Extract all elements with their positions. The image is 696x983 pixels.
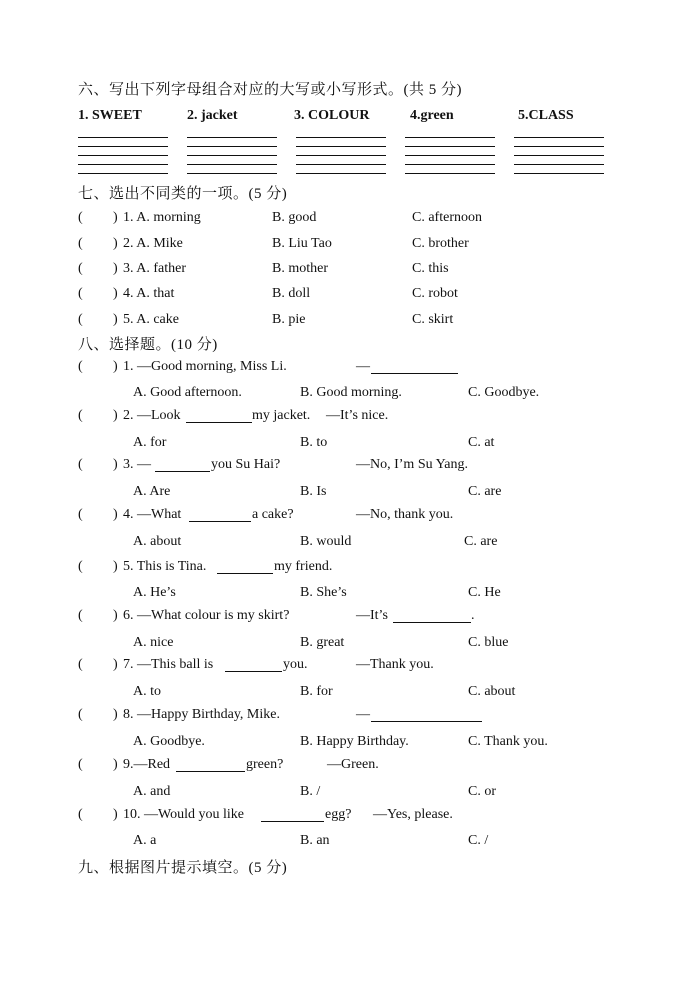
answer-blank [176, 771, 245, 772]
option-a: A. to [133, 684, 161, 699]
open-paren: ( [78, 507, 83, 522]
close-paren: ) [113, 286, 118, 301]
open-paren: ( [78, 608, 83, 623]
open-paren: ( [78, 261, 83, 276]
option-a: 1. A. morning [123, 210, 201, 225]
option-c: C. blue [468, 635, 509, 650]
answer-blank [225, 671, 282, 672]
open-paren: ( [78, 559, 83, 574]
open-paren: ( [78, 236, 83, 251]
reply-text: —It’s [356, 608, 388, 623]
option-b: B. for [300, 684, 333, 699]
question-stem: 4. —What [123, 507, 182, 522]
section-8-heading: 八、选择题。(10 分) [78, 337, 218, 353]
option-c: C. / [468, 833, 489, 848]
option-c: C. Thank you. [468, 734, 548, 749]
question-stem-tail: green? [246, 757, 284, 772]
option-a: A. Good afternoon. [133, 385, 242, 400]
option-b: B. Is [300, 484, 327, 499]
close-paren: ) [113, 408, 118, 423]
reply-text: —No, thank you. [356, 507, 454, 522]
open-paren: ( [78, 359, 83, 374]
option-b: B. would [300, 534, 352, 549]
open-paren: ( [78, 312, 83, 327]
question-stem-tail: you Su Hai? [211, 457, 281, 472]
option-a: 3. A. father [123, 261, 186, 276]
option-c: C. He [468, 585, 501, 600]
question-stem: 7. —This ball is [123, 657, 214, 672]
option-a: A. Goodbye. [133, 734, 205, 749]
option-a: A. He’s [133, 585, 176, 600]
word-item: 1. SWEET [78, 108, 142, 123]
word-item: 2. jacket [187, 108, 238, 123]
option-b: B. good [272, 210, 317, 225]
question-stem: 2. —Look [123, 408, 181, 423]
option-c: C. this [412, 261, 449, 276]
option-a: 5. A. cake [123, 312, 179, 327]
question-stem: 5. This is Tina. [123, 559, 207, 574]
close-paren: ) [113, 507, 118, 522]
question-stem: 3. — [123, 457, 151, 472]
open-paren: ( [78, 457, 83, 472]
word-item: 3. COLOUR [294, 108, 370, 123]
option-b: B. to [300, 435, 328, 450]
option-b: B. mother [272, 261, 328, 276]
answer-blank [393, 622, 471, 623]
option-a: A. Are [133, 484, 171, 499]
open-paren: ( [78, 408, 83, 423]
close-paren: ) [113, 807, 118, 822]
question-stem: 1. —Good morning, Miss Li. [123, 359, 287, 374]
close-paren: ) [113, 359, 118, 374]
open-paren: ( [78, 657, 83, 672]
question-stem-tail: egg? [325, 807, 352, 822]
option-b: B. Liu Tao [272, 236, 332, 251]
open-paren: ( [78, 286, 83, 301]
reply-dash: — [356, 359, 370, 374]
option-a: 2. A. Mike [123, 236, 183, 251]
reply-dash: — [356, 707, 370, 722]
option-c: C. at [468, 435, 495, 450]
answer-blank [155, 471, 210, 472]
option-a: A. a [133, 833, 157, 848]
close-paren: ) [113, 312, 118, 327]
option-b: B. an [300, 833, 330, 848]
option-c: C. skirt [412, 312, 454, 327]
option-b: B. pie [272, 312, 306, 327]
option-b: B. Happy Birthday. [300, 734, 409, 749]
question-stem-tail: you. [283, 657, 308, 672]
reply-text: —It’s nice. [326, 408, 389, 423]
close-paren: ) [113, 261, 118, 276]
question-stem: 6. —What colour is my skirt? [123, 608, 290, 623]
answer-blank [186, 422, 252, 423]
question-stem: 8. —Happy Birthday, Mike. [123, 707, 280, 722]
reply-text: —Yes, please. [373, 807, 453, 822]
section-6-heading: 六、写出下列字母组合对应的大写或小写形式。(共 5 分) [78, 82, 462, 98]
close-paren: ) [113, 559, 118, 574]
close-paren: ) [113, 457, 118, 472]
word-item: 4.green [410, 108, 454, 123]
option-c: C. Goodbye. [468, 385, 540, 400]
close-paren: ) [113, 236, 118, 251]
word-item: 5.CLASS [518, 108, 574, 123]
question-stem: 10. —Would you like [123, 807, 244, 822]
option-a: A. and [133, 784, 171, 799]
answer-blank [261, 821, 324, 822]
option-b: B. Good morning. [300, 385, 402, 400]
option-c: C. are [468, 484, 502, 499]
question-stem-tail: a cake? [252, 507, 294, 522]
question-stem-tail: my friend. [274, 559, 333, 574]
answer-blank [371, 721, 482, 722]
close-paren: ) [113, 657, 118, 672]
close-paren: ) [113, 608, 118, 623]
reply-text: —Thank you. [356, 657, 434, 672]
close-paren: ) [113, 757, 118, 772]
reply-text: —Green. [327, 757, 379, 772]
close-paren: ) [113, 707, 118, 722]
question-stem: 9.—Red [123, 757, 171, 772]
option-c: C. are [464, 534, 498, 549]
option-b: B. doll [272, 286, 311, 301]
open-paren: ( [78, 210, 83, 225]
option-c: C. brother [412, 236, 469, 251]
section-9-heading: 九、根据图片提示填空。(5 分) [78, 860, 288, 876]
open-paren: ( [78, 757, 83, 772]
section-7-heading: 七、选出不同类的一项。(5 分) [78, 186, 288, 202]
answer-blank [371, 373, 458, 374]
answer-blank [189, 521, 251, 522]
option-c: C. robot [412, 286, 458, 301]
option-a: A. for [133, 435, 167, 450]
close-paren: ) [113, 210, 118, 225]
option-c: C. or [468, 784, 496, 799]
reply-text: —No, I’m Su Yang. [356, 457, 469, 472]
open-paren: ( [78, 707, 83, 722]
reply-tail: . [471, 608, 475, 623]
option-a: 4. A. that [123, 286, 175, 301]
open-paren: ( [78, 807, 83, 822]
option-c: C. about [468, 684, 516, 699]
answer-blank [217, 573, 273, 574]
question-stem-tail: my jacket. [252, 408, 311, 423]
option-b: B. She’s [300, 585, 347, 600]
option-c: C. afternoon [412, 210, 482, 225]
option-b: B. great [300, 635, 345, 650]
option-b: B. / [300, 784, 321, 799]
option-a: A. nice [133, 635, 174, 650]
option-a: A. about [133, 534, 182, 549]
